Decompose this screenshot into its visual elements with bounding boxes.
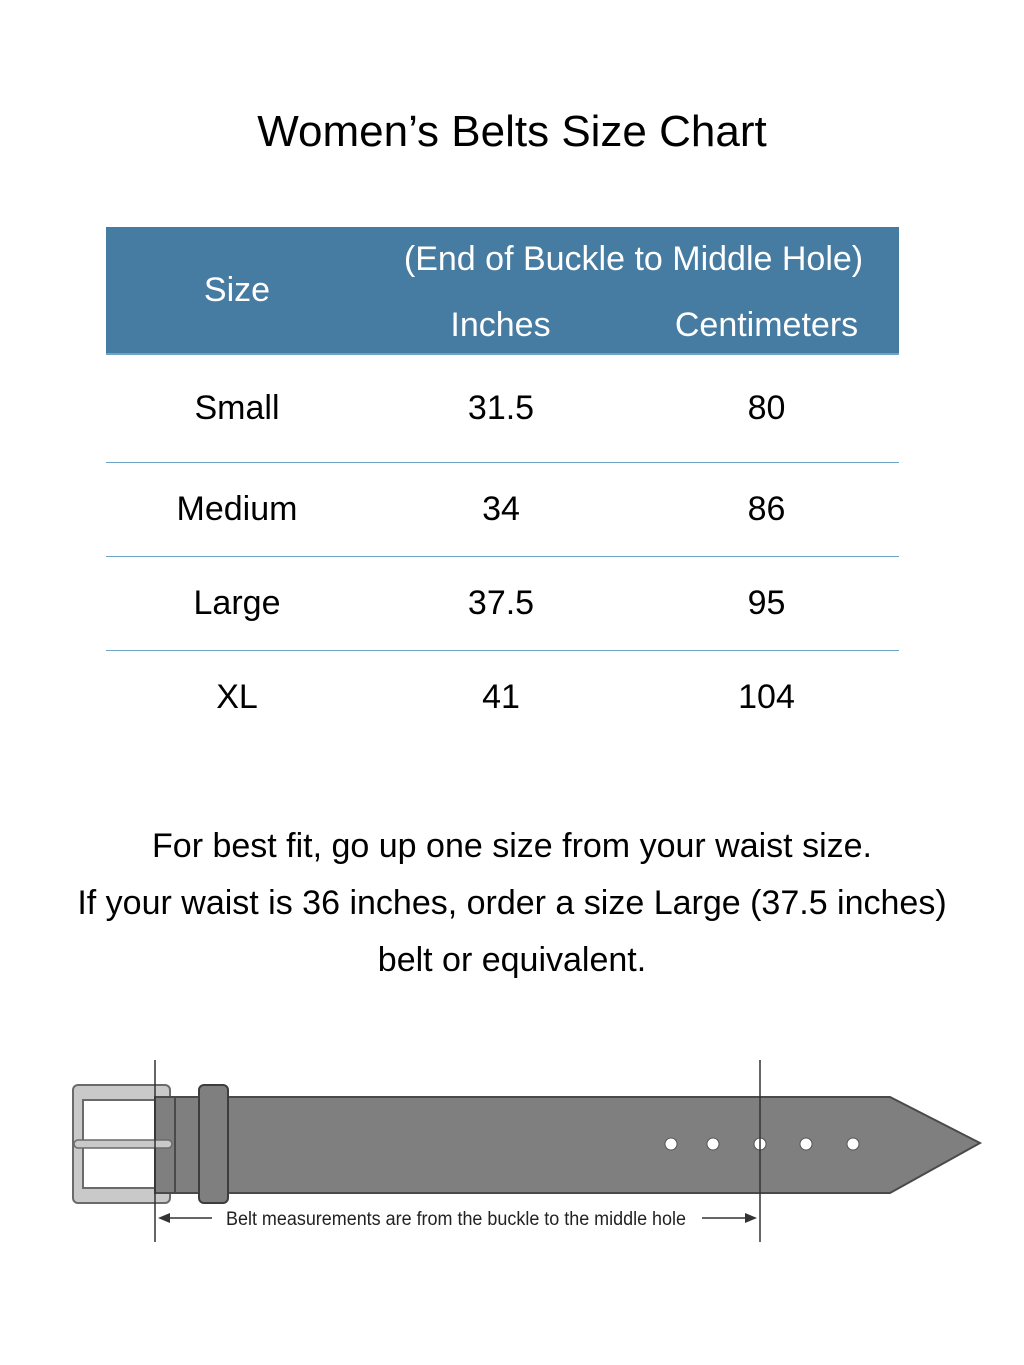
- belt-hole: [800, 1138, 812, 1150]
- belt-hole: [847, 1138, 859, 1150]
- table-row: [106, 463, 899, 557]
- table-row: [106, 557, 899, 651]
- header-size: Size: [203, 270, 271, 309]
- cell-centimeters: 80: [747, 389, 786, 427]
- header-centimeters: Centimeters: [674, 306, 859, 344]
- cell-size: Medium: [176, 490, 298, 528]
- table-row: [106, 651, 899, 744]
- arrow-left-icon: [158, 1213, 170, 1223]
- cell-centimeters: 104: [738, 678, 795, 716]
- table-row: [106, 355, 899, 463]
- header-inches: Inches: [450, 306, 551, 344]
- cell-size: XL: [216, 678, 258, 716]
- cell-centimeters: 95: [747, 584, 786, 622]
- cell-size: Large: [193, 584, 281, 622]
- page-title: Women’s Belts Size Chart: [257, 107, 767, 156]
- diagram-caption: Belt measurements are from the buckle to the middle hole: [226, 1209, 686, 1230]
- belt-hole: [707, 1138, 719, 1150]
- cell-inches: 31.5: [467, 389, 535, 427]
- cell-inches: 41: [482, 678, 520, 716]
- cell-centimeters: 86: [747, 490, 786, 528]
- cell-inches: 37.5: [467, 584, 535, 622]
- belt-diagram: [0, 1050, 1024, 1260]
- header-measurement-group: (End of Buckle to Middle Hole): [403, 240, 864, 278]
- arrow-right-icon: [745, 1213, 757, 1223]
- fit-note-line: For best fit, go up one size from your waist size.: [152, 827, 872, 865]
- fit-note-line: belt or equivalent.: [377, 941, 647, 979]
- belt-keeper: [199, 1085, 228, 1203]
- table-header: [106, 227, 899, 355]
- size-table: [106, 227, 899, 744]
- cell-size: Small: [194, 389, 280, 427]
- belt-hole: [665, 1138, 677, 1150]
- cell-inches: 34: [482, 490, 520, 528]
- buckle-prong: [74, 1140, 172, 1148]
- fit-note-line: If your waist is 36 inches, order a size Large (37.5 inches): [77, 884, 947, 922]
- fit-note: [0, 818, 1024, 989]
